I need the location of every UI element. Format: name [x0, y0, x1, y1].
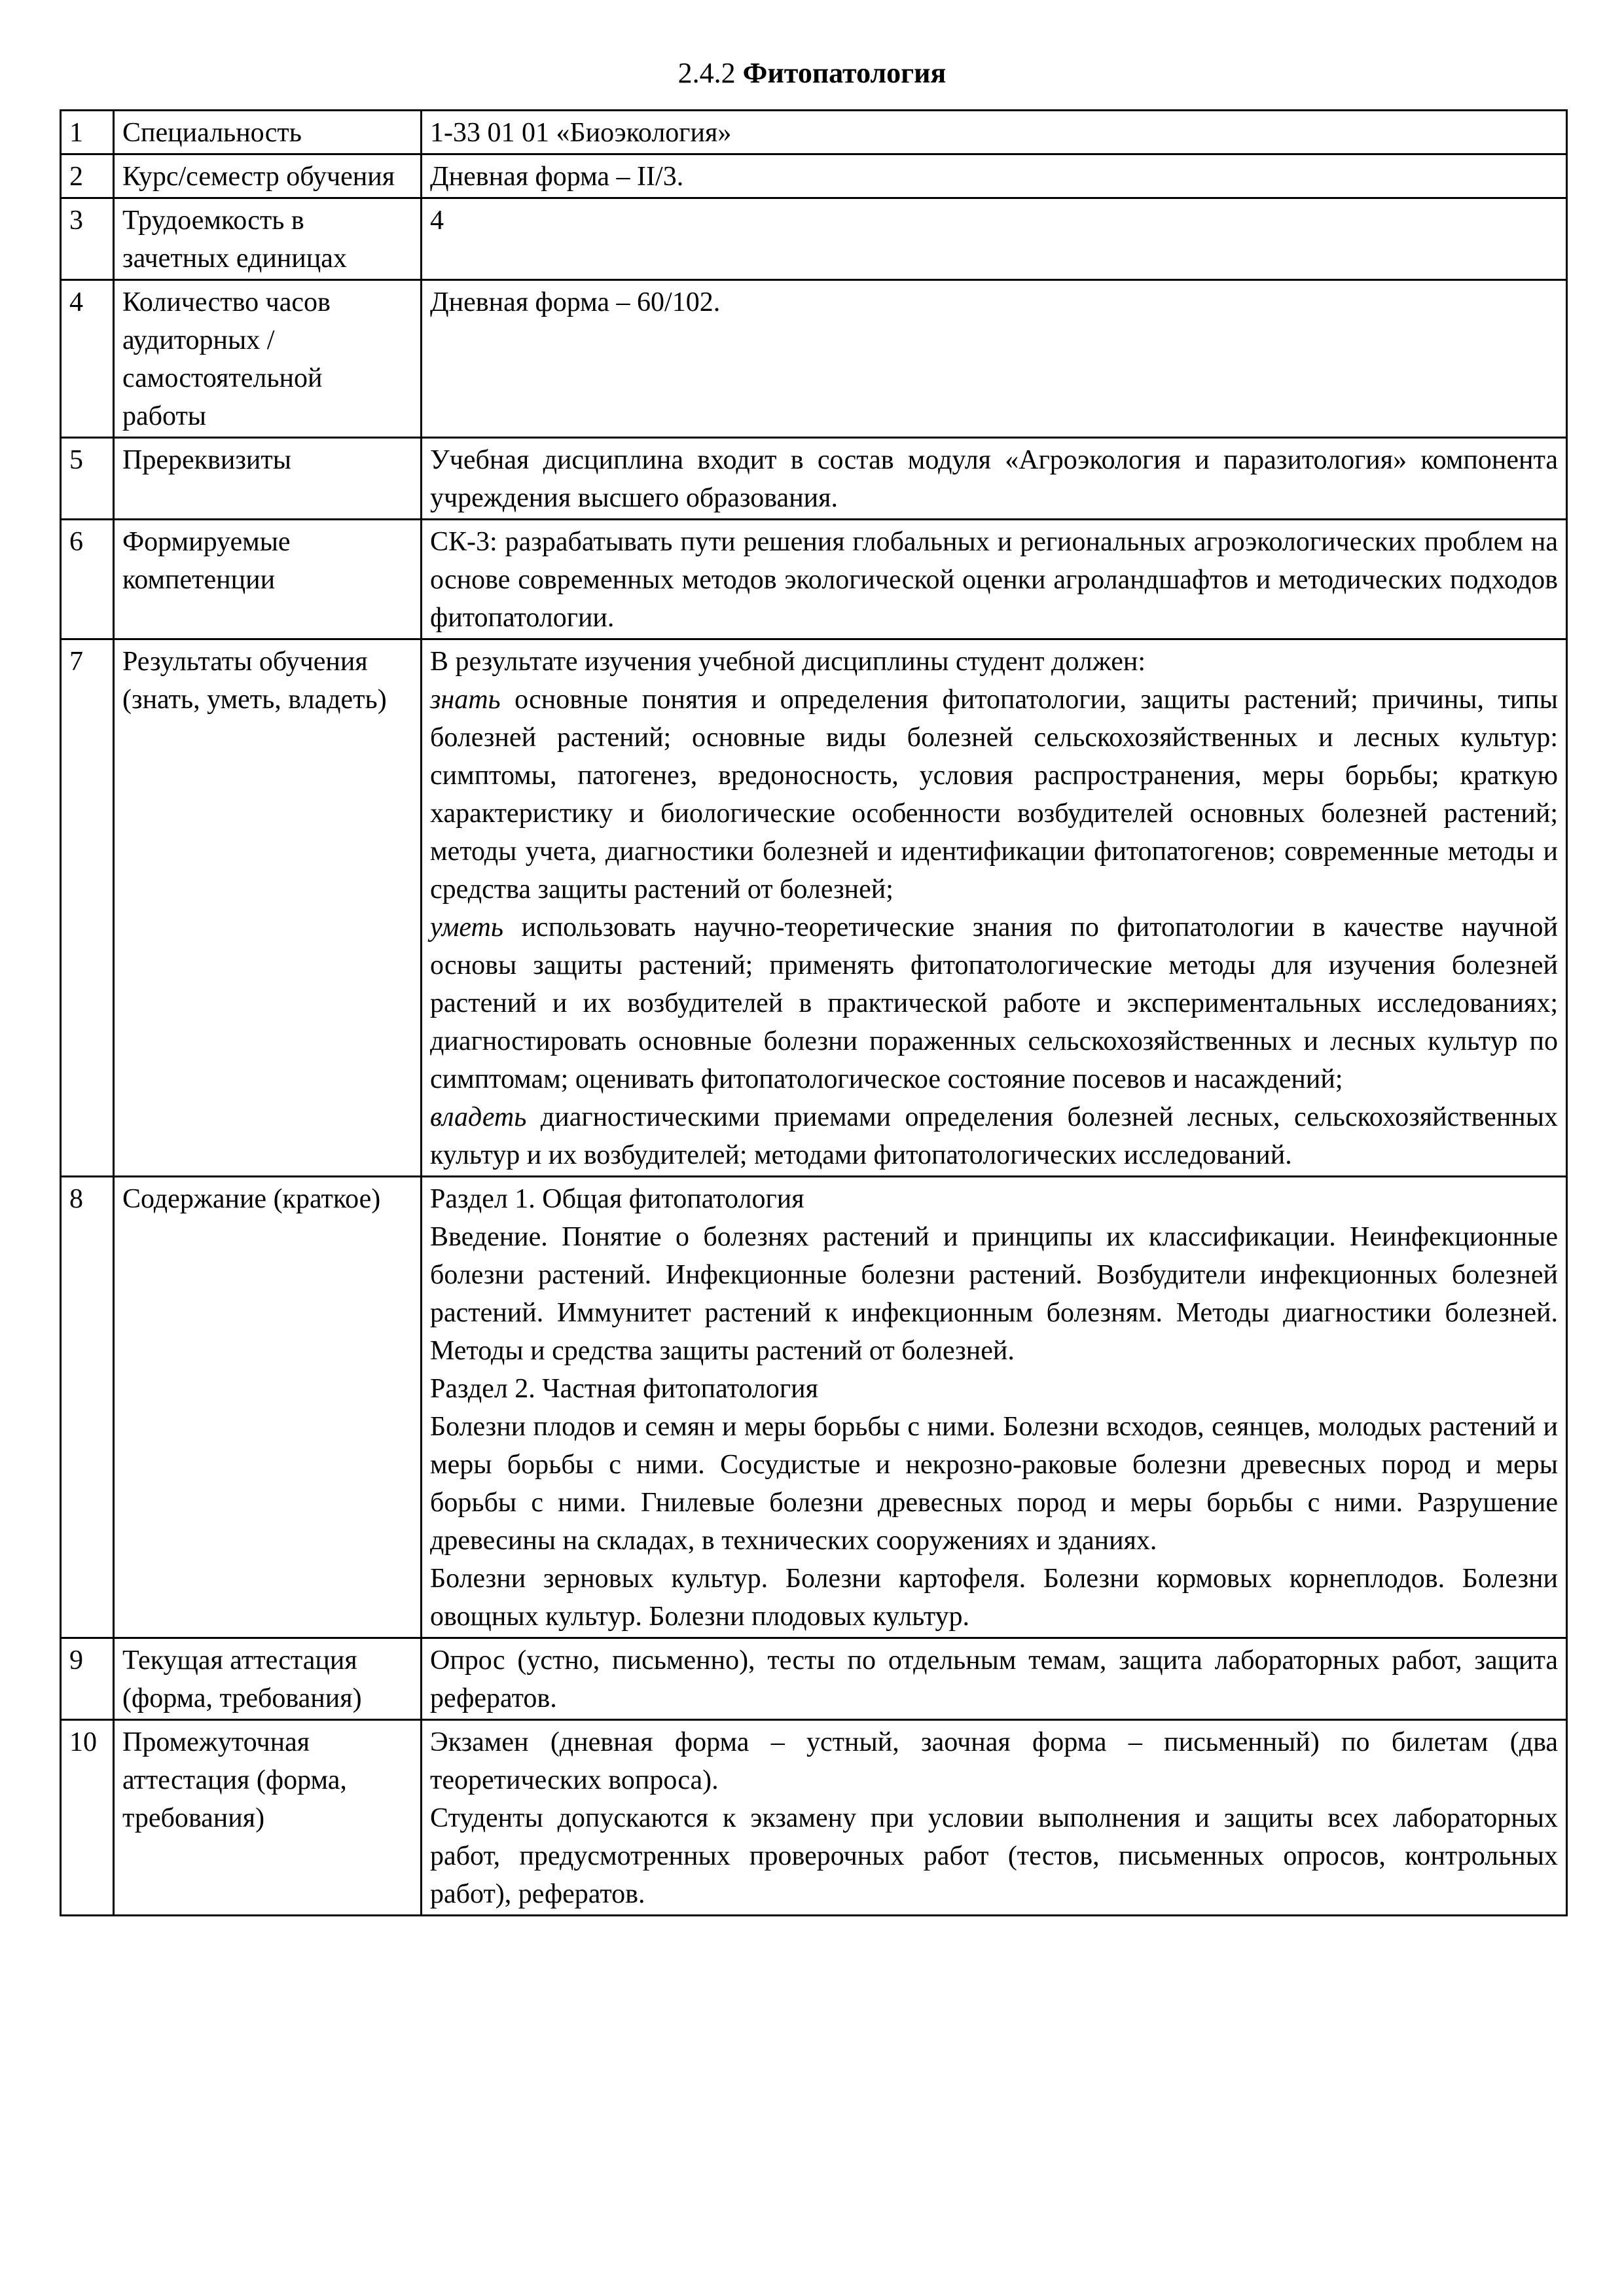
outcome-verb: владеть	[430, 1102, 527, 1132]
row-number: 4	[61, 280, 114, 438]
row-value	[422, 438, 1567, 520]
row-number: 6	[61, 520, 114, 639]
paragraph-text: Опрос (устно, письменно), тесты по отдельным темам, защита лабораторных работ, защита рефератов.	[430, 1645, 1558, 1713]
paragraph-text: СК-3: разрабатывать пути решения глобальных и региональных агроэкологических проблем на основе современных методов экологической оценки агроландшафтов и методических подходов фитопатологии.	[430, 527, 1558, 633]
row-number: 5	[61, 438, 114, 520]
table-body	[61, 111, 1567, 1916]
value-paragraph	[430, 158, 1558, 196]
row-value	[422, 1720, 1567, 1916]
value-paragraph	[430, 681, 1558, 908]
row-number: 10	[61, 1720, 114, 1916]
value-paragraph	[430, 1098, 1558, 1174]
paragraph-text: Раздел 2. Частная фитопатология	[430, 1374, 818, 1404]
table-row	[61, 520, 1567, 639]
paragraph-text: использовать научно-теоретические знания по фитопатологии в качестве научной основы защиты растений; применять фитопатологические методы для изучения болезней растений и их возбудителей в практической работе и экспериментальных исследованиях; диагностировать основные болезни пораженных сельскохозяйственных и лесных культур по симптомам; оценивать фитопатологическое состояние посевов и насаждений;	[430, 912, 1558, 1094]
value-paragraph	[430, 1218, 1558, 1370]
row-label: Текущая аттестация (форма, требования)	[114, 1638, 422, 1720]
section-number: 2.4.2	[677, 57, 736, 89]
value-paragraph	[430, 114, 1558, 152]
page-title	[0, 55, 1624, 92]
value-paragraph	[430, 1723, 1558, 1799]
row-value	[422, 154, 1567, 198]
course-description-table	[60, 109, 1568, 1916]
row-label: Курс/семестр обучения	[114, 154, 422, 198]
row-number: 7	[61, 639, 114, 1177]
value-paragraph	[430, 643, 1558, 681]
paragraph-text: Раздел 1. Общая фитопатология	[430, 1184, 804, 1214]
paragraph-text: В результате изучения учебной дисциплины студент должен:	[430, 647, 1146, 677]
value-paragraph	[430, 908, 1558, 1098]
table-row	[61, 198, 1567, 280]
paragraph-text: Дневная форма – II/3.	[430, 162, 684, 192]
paragraph-text: 1-33 01 01 «Биоэкология»	[430, 118, 732, 148]
row-label: Количество часов аудиторных / самостоятельной работы	[114, 280, 422, 438]
row-number: 2	[61, 154, 114, 198]
row-number: 3	[61, 198, 114, 280]
value-paragraph	[430, 1370, 1558, 1408]
paragraph-text: Учебная дисциплина входит в состав модуля «Агроэкология и паразитология» компонента учреждения высшего образования.	[430, 445, 1558, 513]
row-value	[422, 1177, 1567, 1638]
outcome-verb: знать	[430, 685, 501, 715]
outcome-verb: уметь	[430, 912, 503, 942]
row-value	[422, 111, 1567, 154]
value-paragraph	[430, 1799, 1558, 1913]
table-row	[61, 111, 1567, 154]
row-value	[422, 1638, 1567, 1720]
paragraph-text: Дневная форма – 60/102.	[430, 287, 721, 317]
value-paragraph	[430, 283, 1558, 321]
row-label: Формируемые компетенции	[114, 520, 422, 639]
paragraph-text: 4	[430, 206, 444, 236]
row-label: Специальность	[114, 111, 422, 154]
table-row	[61, 639, 1567, 1177]
paragraph-text: Введение. Понятие о болезнях растений и принципы их классификации. Неинфекционные болезни растений. Инфекционные болезни растений. Возбудители инфекционных болезней растений. Иммунитет растений к инфекционным болезням. Методы диагностики болезней. Методы и средства защиты растений от болезней.	[430, 1222, 1558, 1366]
paragraph-text: диагностическими приемами определения болезней лесных, сельскохозяйственных культур и их возбудителей; методами фитопатологических исследований.	[430, 1102, 1558, 1170]
row-number: 9	[61, 1638, 114, 1720]
row-value	[422, 520, 1567, 639]
value-paragraph	[430, 441, 1558, 517]
row-label: Результаты обучения (знать, уметь, владеть)	[114, 639, 422, 1177]
row-number: 1	[61, 111, 114, 154]
value-paragraph	[430, 1641, 1558, 1717]
value-paragraph	[430, 1560, 1558, 1636]
table-row	[61, 1720, 1567, 1916]
row-value	[422, 639, 1567, 1177]
row-value	[422, 280, 1567, 438]
value-paragraph	[430, 523, 1558, 637]
row-label: Трудоемкость в зачетных единицах	[114, 198, 422, 280]
table-row	[61, 280, 1567, 438]
row-number: 8	[61, 1177, 114, 1638]
value-paragraph	[430, 202, 1558, 240]
row-value	[422, 198, 1567, 280]
value-paragraph	[430, 1408, 1558, 1560]
discipline-title: Фитопатология	[742, 57, 947, 89]
paragraph-text: основные понятия и определения фитопатологии, защиты растений; причины, типы болезней растений; основные виды болезней сельскохозяйственных и лесных культур: симптомы, патогенез, вредоносность, условия распространения, меры борьбы; краткую характеристику и биологические особенности возбудителей основных болезней растений; методы учета, диагностики болезней и идентификации фитопатогенов; современные методы и средства защиты растений от болезней;	[430, 685, 1558, 905]
paragraph-text: Студенты допускаются к экзамену при условии выполнения и защиты всех лабораторных работ, предусмотренных проверочных работ (тестов, письменных опросов, контрольных работ), рефератов.	[430, 1803, 1558, 1909]
table-row	[61, 1177, 1567, 1638]
paragraph-text: Болезни зерновых культур. Болезни картофеля. Болезни кормовых корнеплодов. Болезни овощных культур. Болезни плодовых культур.	[430, 1564, 1558, 1632]
row-label: Содержание (краткое)	[114, 1177, 422, 1638]
table-row	[61, 154, 1567, 198]
table-row	[61, 438, 1567, 520]
row-label: Промежуточная аттестация (форма, требования)	[114, 1720, 422, 1916]
value-paragraph	[430, 1180, 1558, 1218]
table-row	[61, 1638, 1567, 1720]
paragraph-text: Болезни плодов и семян и меры борьбы с ними. Болезни всходов, сеянцев, молодых растений и меры борьбы с ними. Сосудистые и некрозно-раковые болезни древесных пород и меры борьбы с ними. Гнилевые болезни древесных пород и меры борьбы с ними. Разрушение древесины на складах, в технических сооружениях и зданиях.	[430, 1412, 1558, 1556]
paragraph-text: Экзамен (дневная форма – устный, заочная форма – письменный) по билетам (два теоретических вопроса).	[430, 1727, 1558, 1795]
row-label: Пререквизиты	[114, 438, 422, 520]
